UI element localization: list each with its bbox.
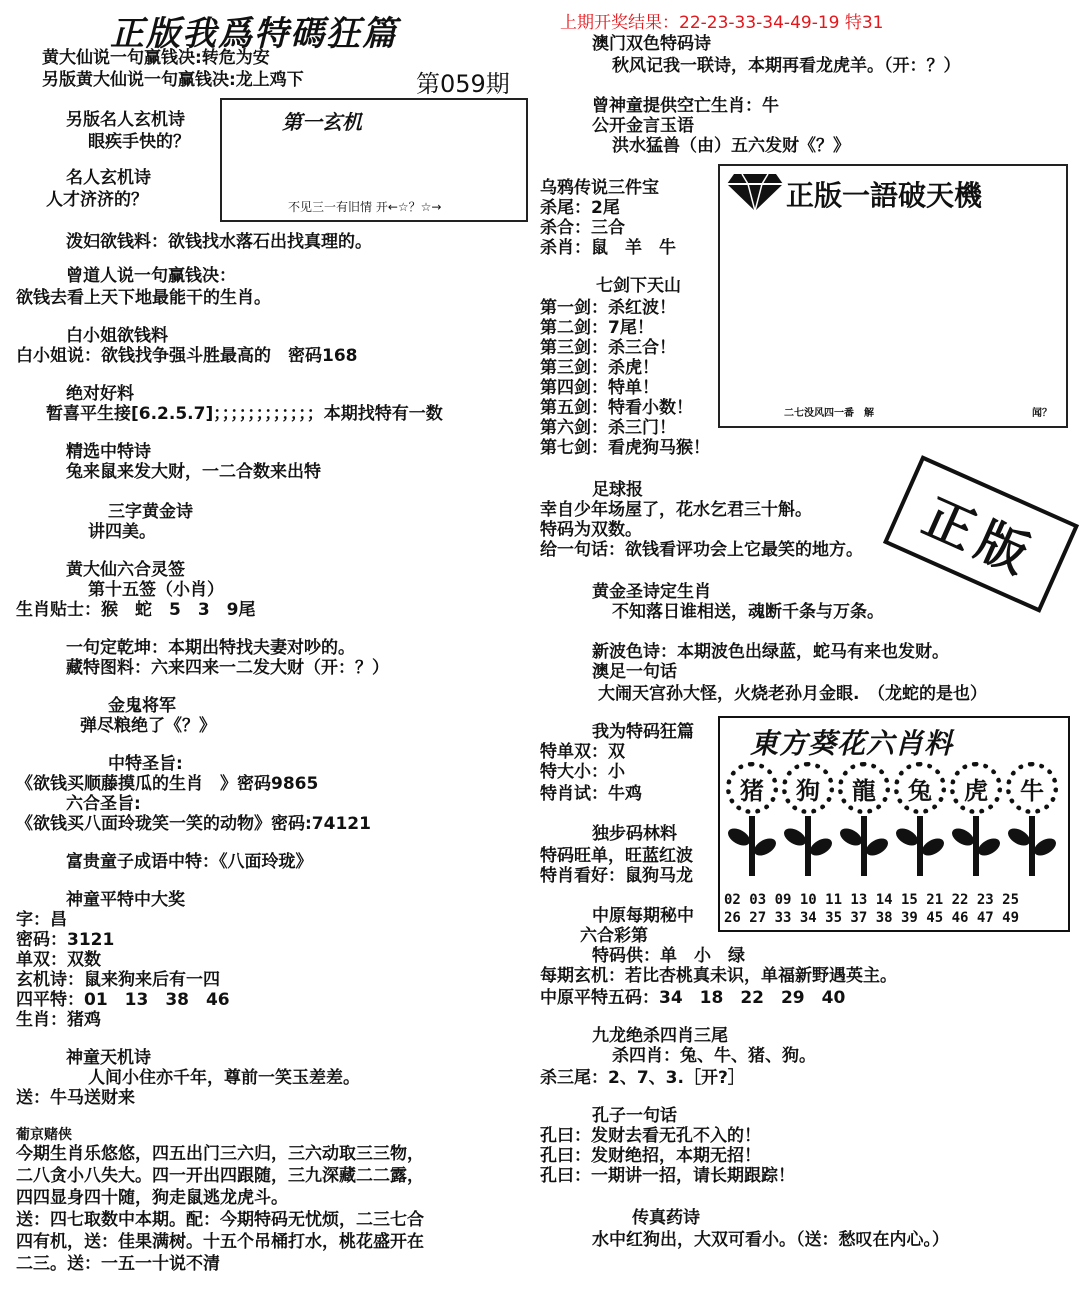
text-line: 三字黄金诗: [108, 502, 193, 522]
text-line: 藏特图料：六来四来一二发大财（开：？）: [66, 658, 389, 678]
text-line: 讲四美。: [88, 522, 156, 542]
text-line: 澳足一句话: [592, 662, 677, 682]
text-line: 二八贪小八失大。四一开出四跟随，三九深藏二二露，: [16, 1166, 424, 1186]
text-line: 金鬼将军: [108, 696, 176, 716]
text-line: 暂喜平生接[6.2.5.7]；；；；；；；；；；；；本期找特有一数: [46, 404, 443, 424]
leaf-icon: [863, 835, 891, 859]
box-title: 正版一語破天機: [786, 179, 983, 212]
text-line: 七剑下天山: [596, 276, 681, 296]
box-title: 第一玄机: [282, 110, 362, 134]
text-line: 每期玄机：若比杏桃真未识，单福新野遇英主。: [540, 966, 897, 986]
text-line: 传真药诗: [632, 1208, 700, 1228]
text-line: 新波色诗：本期波色出绿蓝，蛇马有来也发财。: [592, 642, 949, 662]
text-line: 水中红狗出，大双可看小。（送：愁叹在内心。）: [592, 1230, 949, 1250]
number-row: 26 27 33 34 35 37 38 39 45 46 47 49: [724, 910, 1020, 926]
text-line: 密码：3121: [16, 930, 115, 950]
text-line: 乌鸦传说三件宝: [540, 178, 659, 198]
text-line: 特单双：双: [540, 742, 625, 762]
text-line: 孔曰：发财绝招，本期无招！: [540, 1146, 761, 1166]
text-line: 第四剑：特单！: [540, 378, 659, 398]
text-line: 第十五签（小肖）: [88, 580, 224, 600]
text-line: 第三剑：杀三合！: [540, 338, 676, 358]
diamond-icon: [726, 172, 784, 212]
box-footer: 闻？: [1032, 408, 1052, 419]
sunflower-zodiac-panel: [718, 716, 1070, 932]
text-line: 第二剑：7尾！: [540, 318, 654, 338]
text-line: 人才济济的？: [46, 190, 148, 210]
text-line: 给一句话：欲钱看评功会上它最笑的地方。: [540, 540, 863, 560]
text-line: 玄机诗：鼠来狗来后有一四: [16, 970, 220, 990]
text-line: 特码供：单 小 绿: [592, 946, 745, 966]
text-line: 富贵童子成语中特：《八面玲珑》: [66, 852, 313, 872]
text-line: 杀四肖：兔、牛、猪、狗。: [612, 1046, 816, 1066]
text-line: 曾道人说一句赢钱决：: [66, 266, 236, 286]
text-line: 洪水猛兽（由）五六发财《？》: [612, 136, 850, 156]
text-line: 特码为双数。: [540, 520, 642, 540]
text-line: 杀尾：2尾: [540, 198, 620, 218]
text-line: 眼疾手快的？: [88, 132, 190, 152]
text-line: 欲钱去看上天下地最能干的生肖。: [16, 288, 271, 308]
text-line: 白小姐欲钱料: [66, 326, 168, 346]
text-line: 一句定乾坤：本期出特找夫妻对吵的。: [66, 638, 355, 658]
text-line: 第三剑：杀虎！: [540, 358, 659, 378]
text-line: 葡京赌侠: [16, 1127, 72, 1143]
leaf-icon: [919, 835, 947, 859]
text-line: 幸自少年场屋了，花水乞君三十斛。: [540, 500, 812, 520]
text-line: 第七剑：看虎狗马猴！: [540, 438, 710, 458]
leaf-icon: [751, 835, 779, 859]
text-line: 特肖试：牛鸡: [540, 784, 642, 804]
text-line: 黄大仙说一句赢钱决:转危为安: [42, 48, 270, 68]
text-line: 曾神童提供空亡生肖：牛: [592, 96, 779, 116]
text-line: 四四显身四十随，狗走鼠逃龙虎斗。: [16, 1188, 288, 1208]
text-line: 送：四七取数中本期。配：今期特码无忧烦，二三七合: [16, 1210, 424, 1230]
text-line: 生肖贴士：猴 蛇 5 3 9尾: [16, 600, 256, 620]
text-line: 《欲钱买八面玲珑笑一笑的动物》密码:74121: [16, 814, 371, 834]
text-line: 绝对好料: [66, 384, 134, 404]
text-line: 今期生肖乐悠悠，四五出门三六归，三六动取三三物，: [16, 1144, 424, 1164]
text-line: 大闹天宫孙大怪，火烧老孙月金眼. （龙蛇的是也）: [598, 684, 987, 704]
text-line: 中原平特五码：34 18 22 29 40: [540, 988, 846, 1008]
zodiac-flower: 牛: [1006, 762, 1058, 814]
number-row: 02 03 09 10 11 13 14 15 21 22 23 25: [724, 892, 1020, 908]
text-line: 足球报: [592, 480, 643, 500]
text-line: 澳门双色特码诗: [592, 34, 711, 54]
text-line: 神童平特中大奖: [66, 890, 185, 910]
text-line: 孔曰：一期讲一招，请长期跟踪！: [540, 1166, 795, 1186]
text-line: 黄金圣诗定生肖: [592, 582, 711, 602]
text-line: 杀合：三合: [540, 218, 625, 238]
text-line: 泼妇欲钱料：欲钱找水落石出找真理的。: [66, 232, 372, 252]
text-line: 神童天机诗: [66, 1048, 151, 1068]
text-line: 杀肖：鼠 羊 牛: [540, 238, 676, 258]
text-line: 兔来鼠来发大财，一二合数来出特: [66, 462, 321, 482]
text-line: 单双：双数: [16, 950, 101, 970]
text-line: 六合彩第: [580, 926, 648, 946]
text-line: 《欲钱买顺藤摸瓜的生肖 》密码9865: [16, 774, 319, 794]
text-line: 另版黄大仙说一句赢钱决:龙上鸡下: [42, 70, 304, 90]
text-line: 另版名人玄机诗: [66, 110, 185, 130]
box-footer: 二七没风四一番 解: [784, 408, 874, 419]
text-line: 字：昌: [16, 910, 67, 930]
text-line: 四平特：01 13 38 46: [16, 990, 230, 1010]
panel-title: 東方葵花六肖料: [750, 727, 954, 760]
text-line: 公开金言玉语: [592, 116, 694, 136]
zodiac-flower: 猪: [726, 762, 778, 814]
text-line: 中原每期秘中: [592, 906, 694, 926]
text-line: 独步码林料: [592, 824, 677, 844]
text-line: 生肖：猪鸡: [16, 1010, 101, 1030]
text-line: 九龙绝杀四肖三尾: [592, 1026, 728, 1046]
text-line: 六合圣旨:: [66, 794, 141, 814]
leaf-icon: [975, 835, 1003, 859]
text-line: 特码旺单，旺蓝红波: [540, 846, 693, 866]
page-title: 正版我爲特碼狂篇: [110, 14, 398, 54]
text-line: 弹尽粮绝了《？》: [80, 716, 216, 736]
text-line: 秋风记我一联诗，本期再看龙虎羊。（开：？）: [612, 56, 961, 76]
zodiac-flower: 兔: [894, 762, 946, 814]
text-line: 精选中特诗: [66, 442, 151, 462]
zodiac-flower: 狗: [782, 762, 834, 814]
issue-number: 第059期: [416, 70, 510, 98]
text-line: 第五剑：特看小数！: [540, 398, 693, 418]
text-line: 白小姐说：欲钱找争强斗胜最高的 密码168: [16, 346, 358, 366]
box-footer: 不见三一有旧情 开←☆？☆→: [288, 200, 442, 214]
tianji-box: [718, 164, 1068, 428]
text-line: 不知落日谁相送，魂断千条与万条。: [612, 602, 884, 622]
text-line: 二三。送：一五一十说不清: [16, 1254, 220, 1274]
zhengban-stamp: 正版: [883, 455, 1079, 613]
text-line: 人间小住亦千年，尊前一笑玉差差。: [88, 1068, 360, 1088]
text-line: 第一剑：杀红波！: [540, 298, 676, 318]
text-line: 孔子一句话: [592, 1106, 677, 1126]
text-line: 特肖看好：鼠狗马龙: [540, 866, 693, 886]
text-line: 名人玄机诗: [66, 168, 151, 188]
text-line: 特大小：小: [540, 762, 625, 782]
text-line: 我为特码狂篇: [592, 722, 694, 742]
text-line: 送：牛马送财来: [16, 1088, 135, 1108]
text-line: 中特圣旨:: [108, 754, 183, 774]
text-line: 第六剑：杀三门！: [540, 418, 676, 438]
first-mystery-box: [220, 98, 528, 222]
zodiac-flower: 虎: [950, 762, 1002, 814]
leaf-icon: [1031, 835, 1059, 859]
leaf-icon: [807, 835, 835, 859]
text-line: 黄大仙六合灵签: [66, 560, 185, 580]
last-result: 上期开奖结果：22-23-33-34-49-19 特31: [560, 13, 884, 33]
text-line: 四有机，送：佳果满树。十五个吊桶打水，桃花盛开在: [16, 1232, 424, 1252]
text-line: 杀三尾：2、7、3.［开?］: [540, 1068, 745, 1088]
text-line: 孔曰：发财去看无孔不入的！: [540, 1126, 761, 1146]
zodiac-flower: 龍: [838, 762, 890, 814]
